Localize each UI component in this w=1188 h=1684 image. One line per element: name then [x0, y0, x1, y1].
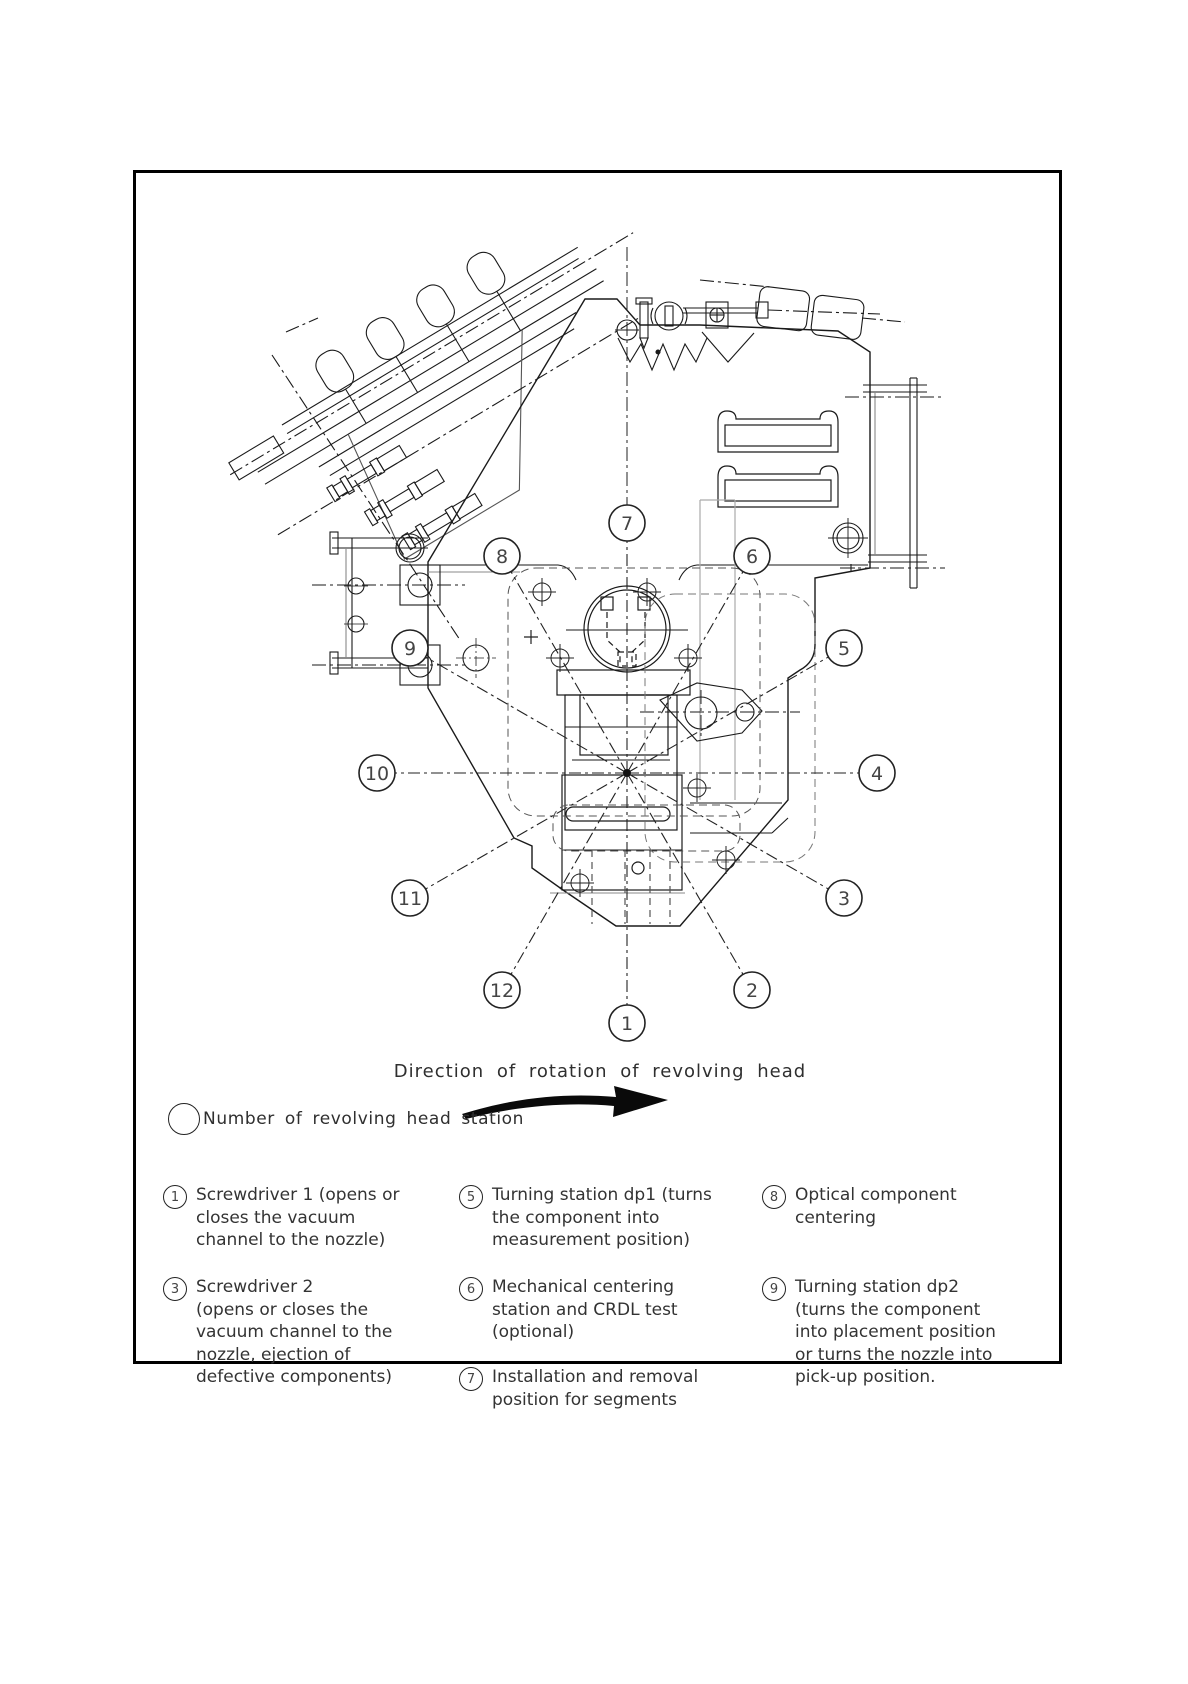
cam-mechanism: [615, 298, 880, 370]
legend-text-line: closes the vacuum: [196, 1207, 356, 1228]
legend-item-5: [459, 1184, 712, 1252]
legend-text-line: Optical component: [795, 1185, 957, 1205]
legend-text-line: the component into: [492, 1207, 660, 1228]
svg-text:4: 4: [870, 763, 884, 785]
svg-text:8: 8: [495, 546, 509, 568]
svg-text:9: 9: [403, 638, 417, 660]
legend-text-line: position for segments: [492, 1389, 677, 1410]
left-flange: [312, 532, 465, 685]
svg-text:2: 2: [745, 980, 759, 1002]
legend-text-line: Screwdriver 2: [196, 1277, 314, 1297]
legend-text-line: station and CRDL test: [492, 1299, 678, 1320]
legend-num-1: 1: [163, 1185, 187, 1209]
rotation-direction-caption: Direction of rotation of revolving head: [393, 1061, 807, 1082]
legend-text-line: Screwdriver 1 (opens or: [196, 1185, 400, 1205]
legend-text-line: (optional): [492, 1322, 575, 1342]
legend-text-line: nozzle, ejection of: [196, 1344, 351, 1365]
legend-item-9: [762, 1276, 996, 1389]
station-marker-1: [609, 1005, 645, 1041]
legend-text-line: into placement position: [795, 1322, 996, 1342]
station-marker-9: [392, 630, 428, 666]
station-key-label: Number of revolving head station: [203, 1109, 525, 1129]
svg-text:11: 11: [397, 888, 423, 910]
legend-item-3: [163, 1276, 392, 1389]
svg-text:12: 12: [489, 980, 515, 1002]
legend-text-line: Turning station dp1 (turns: [492, 1185, 712, 1205]
legend-text-line: centering: [795, 1207, 876, 1228]
legend-text-line: Turning station dp2: [795, 1277, 960, 1297]
legend-num-9: 9: [762, 1277, 786, 1301]
legend-text-line: (turns the component: [795, 1299, 981, 1320]
svg-text:7: 7: [620, 513, 634, 535]
station-marker-6: [734, 538, 770, 574]
bolt-holes: [456, 578, 740, 897]
legend-item-8: [762, 1184, 957, 1229]
nozzle-1: [326, 444, 407, 503]
legend-item-1: [163, 1184, 399, 1252]
svg-text:1: 1: [620, 1013, 634, 1035]
legend-num-6: 6: [459, 1277, 483, 1301]
legend-num-7: 7: [459, 1367, 483, 1391]
station-marker-7: [609, 505, 645, 541]
legend-text-line: (opens or closes the: [196, 1299, 369, 1320]
legend-num-3: 3: [163, 1277, 187, 1301]
legend-text-line: measurement position): [492, 1230, 690, 1250]
legend-item-7: [459, 1366, 698, 1411]
link-plate: [640, 683, 800, 833]
station-number-key: [168, 1103, 524, 1135]
right-flange: [828, 378, 945, 588]
station-marker-5: [826, 630, 862, 666]
legend-text-line: Installation and removal: [492, 1367, 699, 1387]
legend-text-line: channel to the nozzle): [196, 1230, 386, 1250]
feeder-assembly: [198, 180, 905, 640]
head-center-point: [623, 769, 631, 777]
svg-text:3: 3: [837, 888, 851, 910]
segment-slots: [718, 411, 838, 507]
legend-text-line: vacuum channel to the: [196, 1322, 393, 1342]
legend-text-line: or turns the nozzle into: [795, 1344, 993, 1365]
station-marker-12: [484, 972, 520, 1008]
station-circle-symbol: [168, 1103, 200, 1135]
legend-item-6: [459, 1276, 678, 1344]
station-marker-8: [484, 538, 520, 574]
station-marker-3: [826, 880, 862, 916]
nozzle-3: [402, 492, 483, 551]
legend-text-line: pick-up position.: [795, 1367, 936, 1387]
station-marker-11: [392, 880, 428, 916]
head-body: [428, 299, 870, 926]
station-marker-10: [359, 755, 395, 791]
legend-num-5: 5: [459, 1185, 483, 1209]
station-marker-2: [734, 972, 770, 1008]
legend-num-8: 8: [762, 1185, 786, 1209]
svg-text:5: 5: [837, 638, 851, 660]
svg-text:6: 6: [745, 546, 759, 568]
legend-text-line: Mechanical centering: [492, 1277, 675, 1297]
svg-text:10: 10: [364, 763, 390, 785]
legend-text-line: defective components): [196, 1367, 393, 1387]
station-marker-4: [859, 755, 895, 791]
